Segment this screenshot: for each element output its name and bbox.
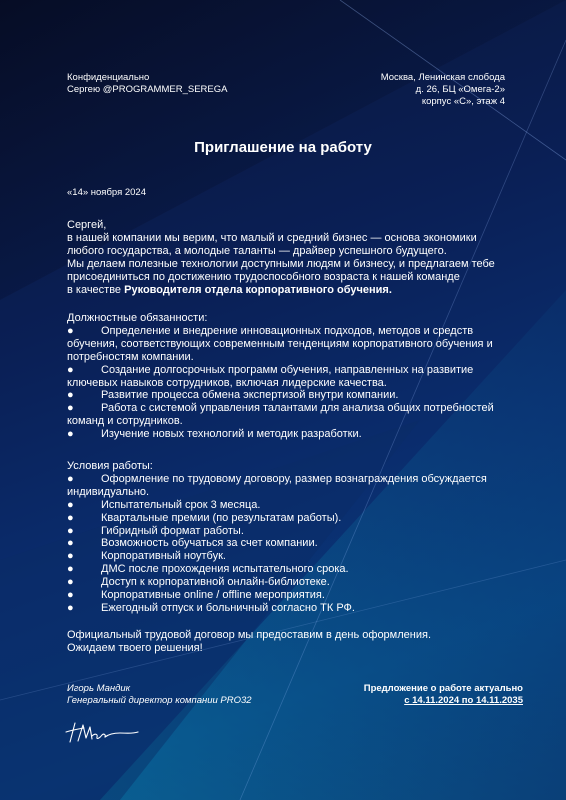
duty-text: Развитие процесса обмена экспертизой внутри компании. xyxy=(101,389,399,402)
address-line-1: Москва, Ленинская слобода xyxy=(380,72,505,83)
duty-continuation: обучения, соответствующих современным тенденциям корпоративного обучения и xyxy=(67,337,493,350)
bullet-icon: ● xyxy=(67,524,74,537)
condition-text: ДМС после прохождения испытательного срока. xyxy=(101,563,349,576)
intro-block xyxy=(67,219,517,296)
bullet-icon: ● xyxy=(67,498,74,511)
validity-period: с 14.11.2024 по 14.11.2035 xyxy=(404,695,523,706)
bullet-icon: ● xyxy=(67,402,74,415)
bullet-icon: ● xyxy=(67,324,74,337)
condition-item xyxy=(67,602,517,615)
closing-block xyxy=(67,629,517,655)
page-title: Приглашение на работу xyxy=(194,139,372,156)
duty-item xyxy=(67,428,517,441)
duty-continuation: команд и сотрудников. xyxy=(67,415,183,428)
condition-text: Возможность обучаться за счет компании. xyxy=(101,537,318,550)
condition-continuation: индивидуально. xyxy=(67,485,150,498)
conditions-section xyxy=(67,460,517,615)
recipient-line: Сергею @PROGRAMMER_SEREGA xyxy=(67,84,228,95)
bullet-icon: ● xyxy=(67,589,74,602)
bullet-icon: ● xyxy=(67,576,74,589)
position-line xyxy=(67,284,517,297)
address-line-3: корпус «С», этаж 4 xyxy=(421,96,505,107)
condition-item xyxy=(67,512,517,525)
signatory-name: Игорь Мандик xyxy=(67,683,131,694)
duty-continuation: ключевых навыков сотрудников, включая лидерские качества. xyxy=(67,376,387,389)
condition-item xyxy=(67,473,517,486)
condition-item xyxy=(67,525,517,538)
letter-date: «14» ноября 2024 xyxy=(67,187,146,198)
condition-item xyxy=(67,537,517,550)
handwritten-signature xyxy=(62,716,146,748)
position-title: Руководителя отдела корпоративного обучения. xyxy=(124,283,392,296)
duty-item xyxy=(67,364,517,377)
bullet-icon: ● xyxy=(67,389,74,402)
validity-label: Предложение о работе актуально xyxy=(363,683,523,694)
signatory-block xyxy=(67,683,252,707)
condition-text: Оформление по трудовому договору, размер вознаграждения обсуждается xyxy=(101,472,487,485)
condition-text: Корпоративный ноутбук. xyxy=(101,550,226,563)
recipient-block xyxy=(67,72,227,96)
duty-item xyxy=(67,389,517,402)
duty-text: Определение и внедрение инновационных подходов, методов и средств xyxy=(101,324,474,337)
condition-text: Ежегодный отпуск и больничный согласно ТК РФ. xyxy=(101,601,355,614)
greeting: Сергей, xyxy=(67,219,107,231)
condition-item xyxy=(67,563,517,576)
closing-line: Официальный трудовой договор мы предоставим в день оформления. xyxy=(67,629,432,641)
address-line-2: д. 26, БЦ «Омега-2» xyxy=(415,84,505,95)
bullet-icon: ● xyxy=(67,472,74,485)
intro-line: любого государства, а молодые таланты — драйвер успешного будущего. xyxy=(67,244,447,257)
bullet-icon: ● xyxy=(67,363,74,376)
confidential-label: Конфиденциально xyxy=(67,72,150,83)
condition-item xyxy=(67,576,517,589)
signatory-title: Генеральный директор компании PRO32 xyxy=(67,695,252,706)
condition-text: Испытательный срок 3 месяца. xyxy=(101,498,261,511)
duties-heading: Должностные обязанности: xyxy=(67,312,208,324)
conditions-heading: Условия работы: xyxy=(67,460,153,472)
condition-item xyxy=(67,499,517,512)
condition-text: Доступ к корпоративной онлайн-библиотеке. xyxy=(101,576,330,589)
condition-text: Гибридный формат работы. xyxy=(101,524,244,537)
duty-item xyxy=(67,325,517,338)
address-block xyxy=(381,72,505,108)
position-prefix: в качестве xyxy=(67,283,125,296)
intro-line: присоединиться по достижению трудоспособного возраста к нашей команде xyxy=(67,270,460,283)
duty-text: Работа с системой управления талантами для анализа общих потребностей xyxy=(101,402,494,415)
condition-item xyxy=(67,550,517,563)
condition-text: Квартальные премии (по результатам работы). xyxy=(101,511,342,524)
intro-line: в нашей компании мы верим, что малый и средний бизнес — основа экономики xyxy=(67,231,477,244)
condition-item xyxy=(67,589,517,602)
validity-block xyxy=(364,683,523,707)
bullet-icon: ● xyxy=(67,511,74,524)
duty-text: Создание долгосрочных программ обучения, направленных на развитие xyxy=(101,363,474,376)
bullet-icon: ● xyxy=(67,563,74,576)
intro-line: Мы делаем полезные технологии доступными людям и бизнесу, и предлагаем тебе xyxy=(67,257,495,270)
closing-line: Ожидаем твоего решения! xyxy=(67,641,203,654)
bullet-icon: ● xyxy=(67,601,74,614)
duty-continuation: потребностям компании. xyxy=(67,350,194,363)
duties-section xyxy=(67,312,517,441)
duty-item xyxy=(67,402,517,415)
condition-text: Корпоративные online / offline мероприятия. xyxy=(101,589,325,602)
bullet-icon: ● xyxy=(67,537,74,550)
bullet-icon: ● xyxy=(67,428,74,441)
bullet-icon: ● xyxy=(67,550,74,563)
duty-text: Изучение новых технологий и методик разработки. xyxy=(101,428,362,441)
